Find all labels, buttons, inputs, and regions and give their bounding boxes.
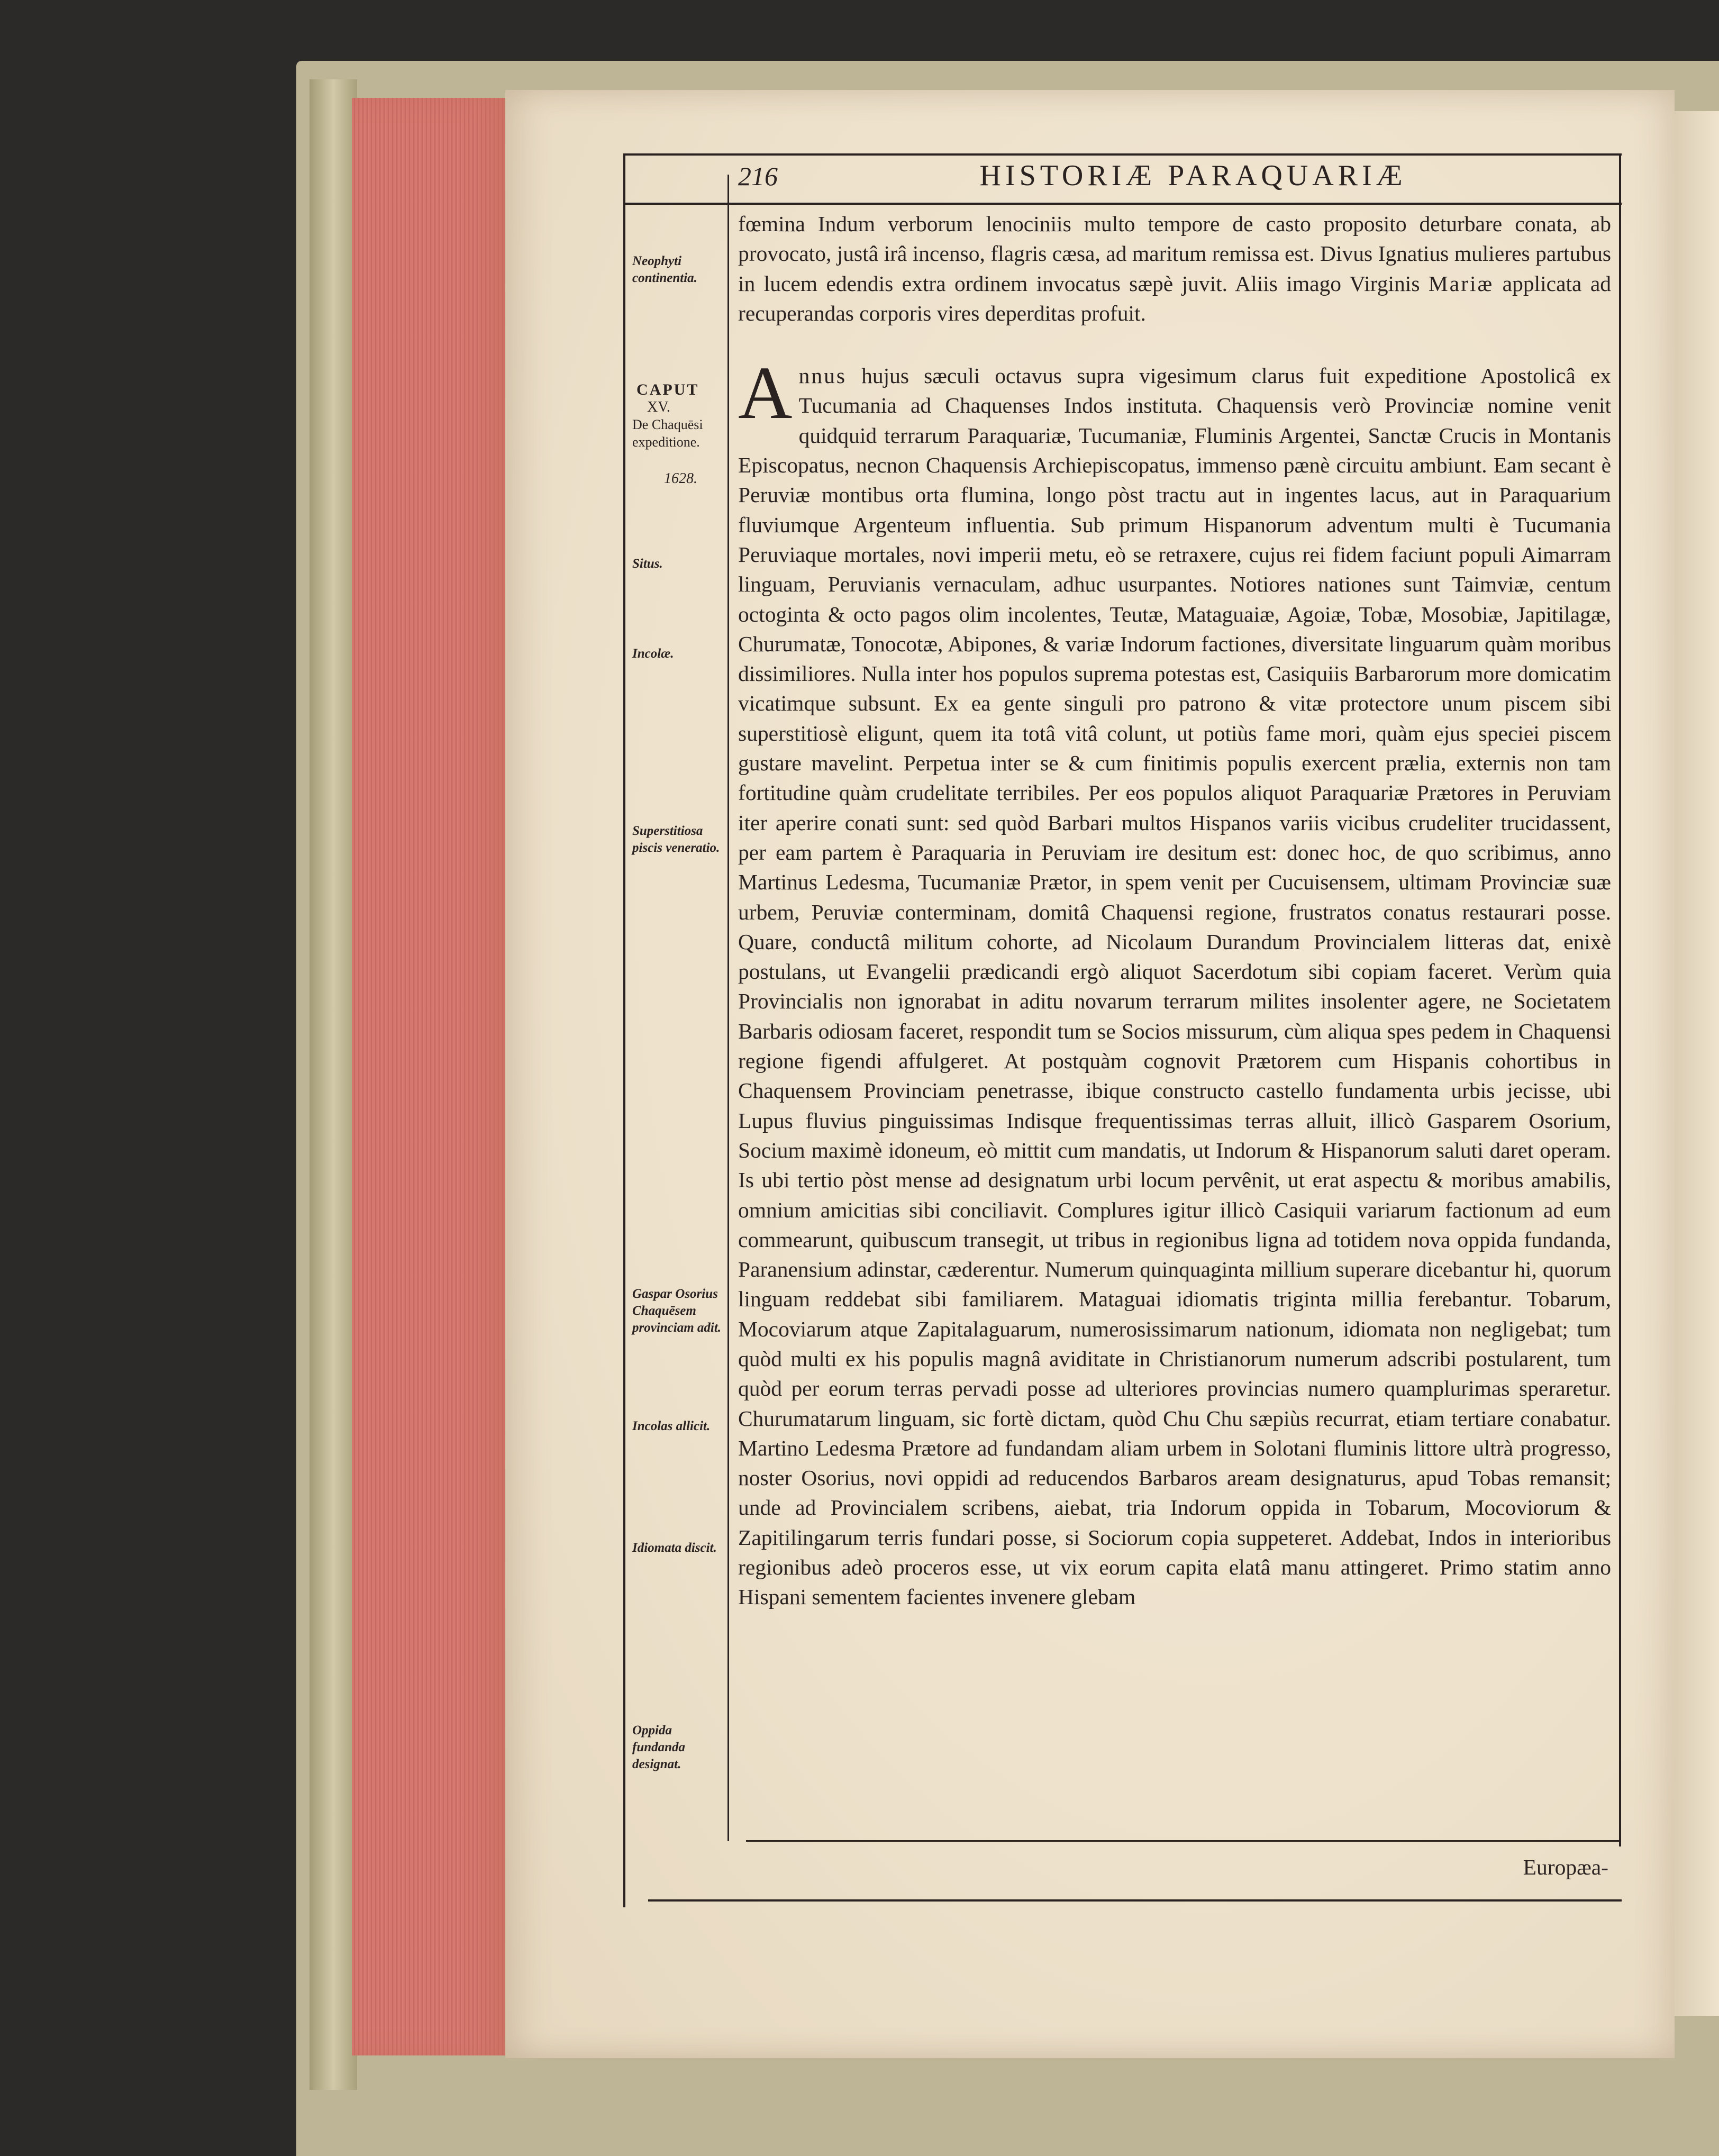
red-page-edges [352, 98, 511, 2055]
margin-note-gaspar: Gaspar Osorius Chaquēsem provinciam adit. [632, 1287, 722, 1335]
paragraph-2-text: hujus sæculi octavus supra vigesimum clarus fuit expeditione Apostolicâ ex Tucumania ad Chaquenses Indos instituta. Chaquensis verò Provinciæ nomine venit quidquid terrarum Paraquariæ, Tucumaniæ, Fluminis Argentei, Sanctæ Crucis in Montanis Episcopatus, necnon Chaquensis Archiepiscopatus, immenso pænè circuitu ambiunt. Eam secant è Peruviæ montibus orta flumina, longo pòst tractu aut in ingentes lacus, aut in Paraquarium fluviumque Argenteum influentia. Sub primum Hispanorum adventum multi è Tucumania Peruviaque mortales, novi imperii metu, eò se retraxere, cujus rei fidem faciunt populi Aimarram linguam, Peruvianis vernaculam, adhuc usurpantes. Notiores nationes sunt Taimviæ, centum octoginta & octo pagos olim incolentes, Teutæ, Mataguaiæ, Agoiæ, Tobæ, Mosobiæ, Japitilagæ, Churumatæ, Tonocotæ, Abipones, & variæ Indorum factiones, diversitate linguarum quàm moribus dissimiliores. Nulla inter hos populos suprema potestas est, Casiquiis Barbarorum more domicatim vicatimque subsunt. Ex ea gente singuli pro patrono & vitæ protectore unum piscem sibi superstitiosè eligunt, quem ita totâ vitâ colunt, ut potiùs fame mori, quàm ejus speciei piscem gustare mavelint. Perpetua inter se & cum finitimis populis exercent prælia, externis non tam fortitudine quàm crudelitate terribiles. Per eos populos aliquot Paraquariæ Prætores in Peruviam iter aperire conati sunt: sed quòd Barbari multos Hispanos variis vicibus crudeliter trucidassent, per eam partem è Paraquaria in Peruviam ire desitum est: donec hoc, de quo scribimus, anno Martinus Ledesma, Tucumaniæ Prætor, in spem venit per Cucuisensem, ultimam Provinciæ suæ urbem, Peruviæ conterminam, domitâ Chaquensi regione, frustratos conatus restaurari posse. Quare, conductâ militum cohorte, ad Nicolaum Durandum Provincialem litteras dat, enixè postulans, ut Evangelii prædicandi ergò aliquot Sacerdotum sibi copiam faceret. Verùm quia Provincialis non ignorabat in aditu novarum terrarum milites insolenter agere, ne Societatem Barbaris odiosam faceret, respondit tum se Socios missurum, cùm aliqua spes pedem in Chaquensi regione figendi affulgeret. At postquàm cognovit Prætorem cum Hispanis cohortibus in Chaquensem Provinciam penetrasse, ibique constructo castello fundamenta urbis jecisse, ubi Lupus fluvius pinguissimas Indisque frequentissimas terras alluit, illicò Gasparem Osorium, Socium maximè idoneum, eò mittit cum mandatis, ut Indorum & Hispanorum saluti daret operam. Is ubi tertio pòst mense ad designatum urbi locum pervênit, ut erat aspectu & moribus amabilis, omnium amicitias sibi conciliavit. Complures igitur illicò Casiquii variarum factionum ad eum commearunt, quibuscum transegit, ut tribus in regionibus ligna ad totidem nova oppida fundanda, Paranensium adinstar, cæderentur. Numerum quinquaginta millium superare dicebantur hi, quorum linguam reddebat sibi familiarem. Mataguai idiomatis triginta millia ferebantur. Tobarum, Mocoviarum atque Zapitalaguarum, numerosissimarum nationum, idiomata non negligebat; tum quòd multi ex his populis magnâ aviditate in Christianorum numerum adscribi postularent, tum quòd per eorum terras pervadi posse ad ulteriores provincias numero quamplurimas speraretur. Churumatarum linguam, sic fortè dictam, quòd Chu Chu sæpiùs recurrat, etiam tertiare conabatur. Martino Ledesma Prætore ad fundandam aliam urbem in Solotani fluminis littore ultrà progresso, noster Osorius, novi oppidi ad reducendos Barbaros aream designaturus, apud Tobas remansit; unde ad Provincialem scribens, aiebat, tria Indorum oppida in Tobarum, Mocoviorum & Zapitilingarum terris fundari posse, si Sociorum copia suppeteret. Addebat, Indos in interioribus regionibus adeò proceros esse, ut vix eorum capita elatâ manu attingeret. Primo statim anno Hispani sementem facientes invenere glebam [738, 363, 1611, 1609]
paragraph-1 [738, 209, 1611, 328]
column-rule [727, 175, 729, 1841]
facing-page-edge [1672, 111, 1719, 2016]
spine-binding [310, 79, 357, 2090]
text-bottom-rule [746, 1840, 1619, 1842]
paragraph-1-end: applicata ad recuperandas corporis vires deperditas profuit. [738, 271, 1612, 325]
catchword: Europæa- [1523, 1855, 1608, 1879]
chapter-label: CAPUT [636, 381, 699, 398]
paragraph-2 [738, 351, 1611, 1612]
opening-smallcaps: nnus [798, 363, 847, 388]
margin-note-incolas: Incolas allicit. [632, 1419, 711, 1433]
bottom-rule [648, 1899, 1622, 1902]
drop-capital: A [738, 351, 793, 435]
main-text [738, 209, 1611, 1612]
right-frame-rule [1619, 153, 1621, 1846]
chapter-year: 1628. [664, 470, 697, 487]
margin-note-idiomata: Idiomata discit. [632, 1541, 717, 1555]
left-frame-rule [623, 153, 625, 1907]
margin-note-superstitio: Superstitiosa piscis veneratio. [632, 824, 720, 855]
paragraph-1-text: fœmina Indum verborum lenociniis multo tempore de casto proposito deturbare conata, ab provocato, justâ irâ incenso, flagris cæsa, ad maritum remissa est. Divus Ignatius mulieres partubus in lucem edendis extra ordinem invocatus sæpè juvit. Aliis imago Virginis [738, 212, 1611, 296]
top-rule [624, 153, 1622, 156]
margin-note-neophyti: Neophyti continentia. [632, 254, 697, 285]
chapter-number: XV. [647, 399, 670, 415]
margin-note-incolae: Incolæ. [632, 647, 674, 661]
header-rule [624, 203, 1622, 205]
page-header [738, 159, 1611, 201]
page-number: 216 [738, 161, 778, 191]
chapter-subject: De Chaquēsi expeditione. [632, 417, 703, 450]
chapter-heading [632, 381, 725, 487]
margin-note-situs: Situs. [632, 557, 663, 571]
margin-note-oppida: Oppida fundanda designat. [632, 1723, 686, 1771]
maria-smallcaps: Mariæ [1428, 271, 1494, 296]
running-title: HISTORIÆ PARAQUARIÆ [979, 159, 1407, 192]
